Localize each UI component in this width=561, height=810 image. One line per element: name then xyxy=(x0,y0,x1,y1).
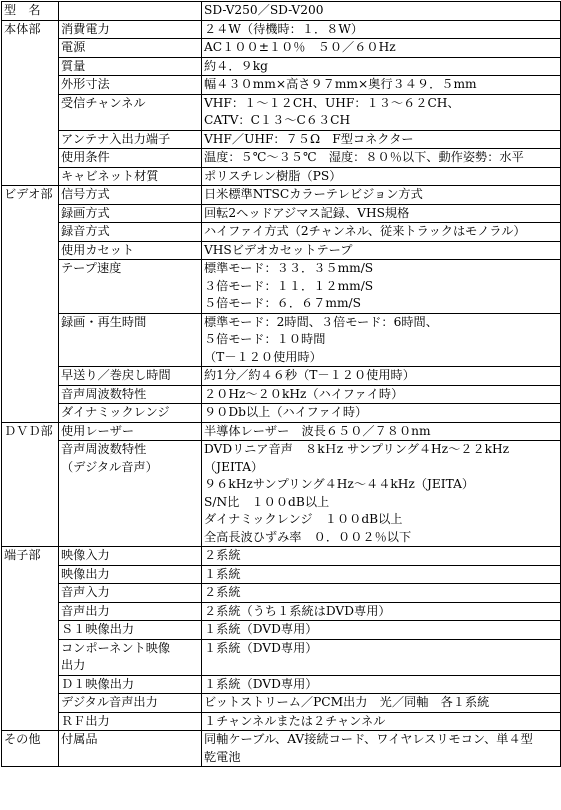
spec-row xyxy=(2,313,561,367)
value-cell: ２系統 xyxy=(202,584,561,603)
category-cell: その他 xyxy=(2,731,59,767)
item-cell: 電源 xyxy=(59,39,202,58)
item-cell: 使用条件 xyxy=(59,149,202,168)
category-cell: 本体部 xyxy=(2,20,59,186)
spec-row xyxy=(2,130,561,149)
item-cell: 使用カセット xyxy=(59,241,202,260)
value-cell: 約４．９kg xyxy=(202,57,561,76)
spec-row xyxy=(2,186,561,205)
header-empty-cell xyxy=(59,2,202,21)
value-cell: ２系統（うち１系統はDVD専用） xyxy=(202,602,561,621)
value-cell: １系統（DVD専用） xyxy=(202,621,561,640)
spec-table xyxy=(1,1,561,767)
item-cell: 信号方式 xyxy=(59,186,202,205)
header-row xyxy=(2,2,561,21)
spec-row xyxy=(2,20,561,39)
value-cell: ２０Hz～２０kHz（ハイファイ時） xyxy=(202,385,561,404)
spec-row xyxy=(2,404,561,423)
spec-row xyxy=(2,639,561,675)
value-cell: １系統（DVD専用） xyxy=(202,639,561,675)
spec-row xyxy=(2,76,561,95)
spec-row xyxy=(2,94,561,130)
value-cell: ９０Db以上（ハイファイ時） xyxy=(202,404,561,423)
spec-row xyxy=(2,204,561,223)
spec-row xyxy=(2,731,561,767)
spec-row xyxy=(2,167,561,186)
value-cell: VHSビデオカセットテープ xyxy=(202,241,561,260)
item-cell: テープ速度 xyxy=(59,260,202,314)
spec-row xyxy=(2,39,561,58)
spec-row xyxy=(2,547,561,566)
spec-row xyxy=(2,441,561,547)
item-cell: 付属品 xyxy=(59,731,202,767)
spec-row xyxy=(2,621,561,640)
value-cell: 回転2ヘッドアジマス記録、VHS規格 xyxy=(202,204,561,223)
spec-row xyxy=(2,385,561,404)
model-label: 型 名 xyxy=(2,2,59,21)
model-value: SD-V250／SD-V200 xyxy=(202,2,561,21)
value-cell: １系統 xyxy=(202,565,561,584)
value-cell: ２４W（待機時：１．８W） xyxy=(202,20,561,39)
value-cell: 半導体レーザー 波長６５０／７８０nm xyxy=(202,422,561,441)
item-cell: 質量 xyxy=(59,57,202,76)
item-cell: Ｄ１映像出力 xyxy=(59,675,202,694)
value-cell: DVDリニア音声 ８kＨz サンプリング４Hz～２２kHz （JEITA） ９６kHzサンプリング４Hz～４４kHz（JEITA） S/N比 １００dB以上 ダイナミックレンジ １００dB以上 全高長波ひずみ率 ０．００２％以下 xyxy=(202,441,561,547)
item-cell: キャビネット材質 xyxy=(59,167,202,186)
value-cell: 温度：５℃～３５℃ 湿度：８０％以下、動作姿勢：水平 xyxy=(202,149,561,168)
item-cell: 受信チャンネル xyxy=(59,94,202,130)
spec-row xyxy=(2,260,561,314)
item-cell: 音声周波数特性 （デジタル音声） xyxy=(59,441,202,547)
value-cell: ポリスチレン樹脂（PS） xyxy=(202,167,561,186)
spec-row xyxy=(2,57,561,76)
spec-row xyxy=(2,149,561,168)
item-cell: 音声出力 xyxy=(59,602,202,621)
spec-row xyxy=(2,367,561,386)
item-cell: 外形寸法 xyxy=(59,76,202,95)
category-cell: 端子部 xyxy=(2,547,59,731)
value-cell: VHF：１～１２CH、UHF：１３～６２CH、 CATV：C１３～C６３CH xyxy=(202,94,561,130)
category-cell: ビデオ部 xyxy=(2,186,59,423)
spec-row xyxy=(2,675,561,694)
value-cell: 標準モード：2時間、３倍モード：6時間、 ５倍モード：１０時間 （T－１２０使用時） xyxy=(202,313,561,367)
spec-table-body xyxy=(2,2,561,767)
value-cell: ハイファイ方式（2チャンネル、従来トラックはモノラル） xyxy=(202,223,561,242)
item-cell: 消費電力 xyxy=(59,20,202,39)
item-cell: 録音方式 xyxy=(59,223,202,242)
spec-row xyxy=(2,223,561,242)
item-cell: 音声周波数特性 xyxy=(59,385,202,404)
item-cell: 使用レーザー xyxy=(59,422,202,441)
item-cell: 早送り／巻戻し時間 xyxy=(59,367,202,386)
item-cell: 映像出力 xyxy=(59,565,202,584)
item-cell: 録画方式 xyxy=(59,204,202,223)
item-cell: 映像入力 xyxy=(59,547,202,566)
value-cell: ２系統 xyxy=(202,547,561,566)
spec-row xyxy=(2,694,561,713)
item-cell: アンテナ入出力端子 xyxy=(59,130,202,149)
value-cell: 同軸ケーブル、AV接続コード、ワイヤレスリモコン、単４型 乾電池 xyxy=(202,731,561,767)
value-cell: １系統（DVD専用） xyxy=(202,675,561,694)
item-cell: コンポーネント映像 出力 xyxy=(59,639,202,675)
value-cell: VHF／UHF：７５Ω F型コネクター xyxy=(202,130,561,149)
item-cell: Ｓ１映像出力 xyxy=(59,621,202,640)
item-cell: 音声入力 xyxy=(59,584,202,603)
value-cell: ビットストリーム／PCM出力 光／同軸 各１系統 xyxy=(202,694,561,713)
value-cell: 幅４３０mm×高さ９７mm×奥行３４９．５mm xyxy=(202,76,561,95)
value-cell: 約1分／約４６秒（T－１２０使用時） xyxy=(202,367,561,386)
spec-row xyxy=(2,602,561,621)
item-cell: ダイナミックレンジ xyxy=(59,404,202,423)
spec-row xyxy=(2,712,561,731)
value-cell: 日米標準NTSCカラーテレビジョン方式 xyxy=(202,186,561,205)
spec-row xyxy=(2,241,561,260)
item-cell: ＲＦ出力 xyxy=(59,712,202,731)
item-cell: デジタル音声出力 xyxy=(59,694,202,713)
value-cell: AC１００±１０％ ５０／６０Hz xyxy=(202,39,561,58)
value-cell: １チャンネルまたは２チャンネル xyxy=(202,712,561,731)
category-cell: ＤＶＤ部 xyxy=(2,422,59,547)
value-cell: 標準モード：３３．３５mm/S ３倍モード：１１．１２mm/S ５倍モード：６．６７mm/S xyxy=(202,260,561,314)
spec-row xyxy=(2,422,561,441)
spec-row xyxy=(2,565,561,584)
item-cell: 録画・再生時間 xyxy=(59,313,202,367)
spec-row xyxy=(2,584,561,603)
